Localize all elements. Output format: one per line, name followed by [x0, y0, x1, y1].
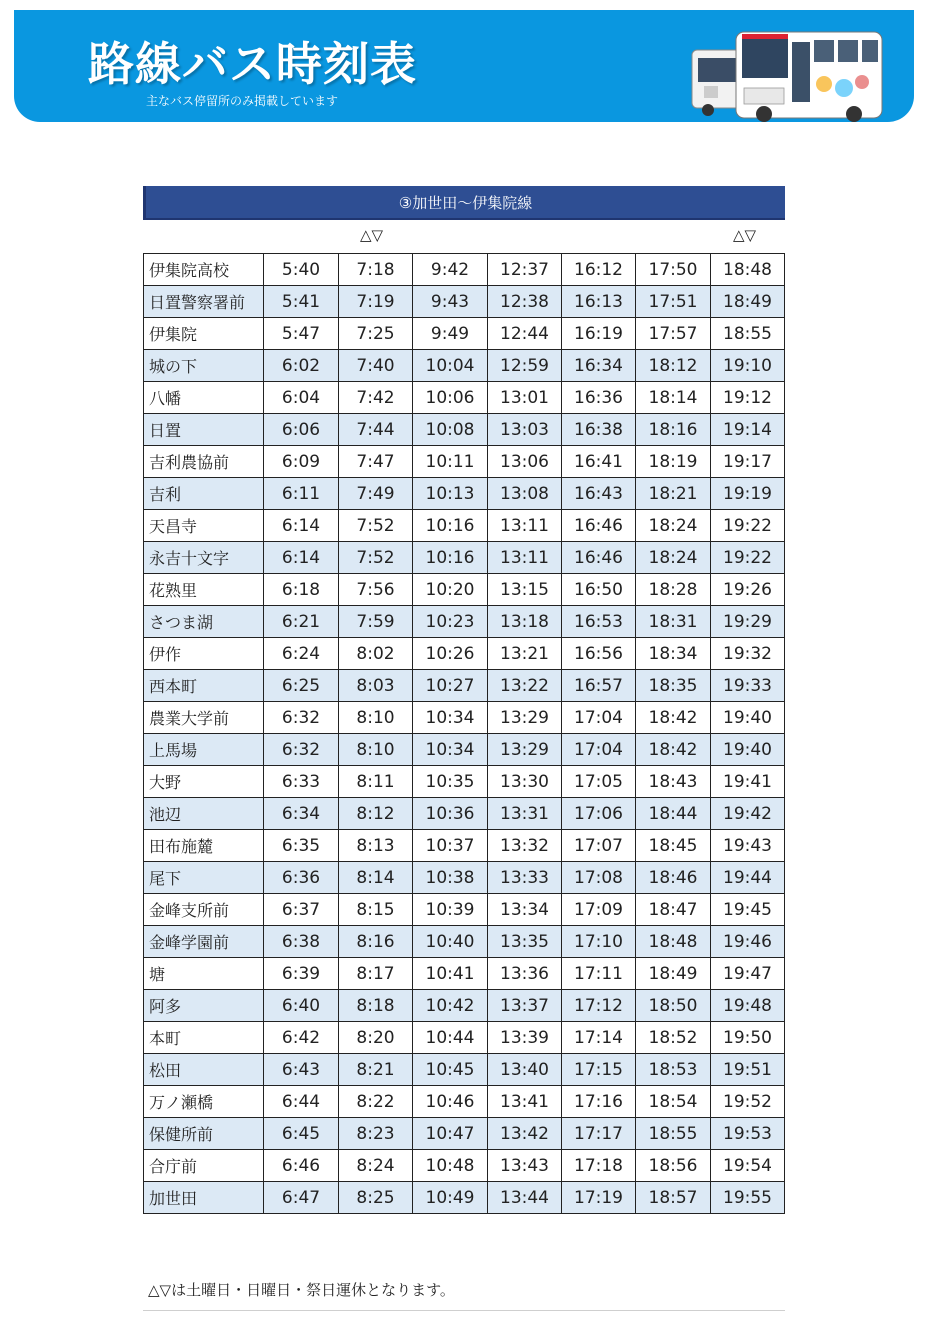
departure-time-cell: 16:12 [562, 254, 636, 286]
departure-time-cell: 17:16 [562, 1086, 636, 1118]
departure-time-cell: 16:56 [562, 638, 636, 670]
table-row [144, 606, 785, 638]
departure-time-cell: 18:44 [636, 798, 711, 830]
departure-time-cell: 18:56 [636, 1150, 711, 1182]
departure-time-cell: 13:11 [488, 510, 562, 542]
table-row [144, 254, 785, 286]
departure-time-cell: 17:57 [636, 318, 711, 350]
departure-time-cell: 10:46 [413, 1086, 488, 1118]
departure-time-cell: 6:38 [264, 926, 339, 958]
departure-time-cell: 13:01 [488, 382, 562, 414]
departure-time-cell: 19:40 [711, 702, 785, 734]
departure-time-cell: 10:49 [413, 1182, 488, 1214]
departure-time-cell: 6:14 [264, 542, 339, 574]
departure-time-cell: 10:04 [413, 350, 488, 382]
departure-time-cell: 6:36 [264, 862, 339, 894]
departure-time-cell: 19:12 [711, 382, 785, 414]
departure-time-cell: 6:45 [264, 1118, 339, 1150]
stop-name-cell: 吉利 [144, 478, 264, 510]
departure-time-cell: 19:51 [711, 1054, 785, 1086]
departure-time-cell: 8:10 [339, 734, 413, 766]
departure-time-cell: 7:18 [339, 254, 413, 286]
departure-time-cell: 10:06 [413, 382, 488, 414]
stop-name-cell: 伊集院 [144, 318, 264, 350]
departure-time-cell: 8:13 [339, 830, 413, 862]
departure-time-cell: 6:24 [264, 638, 339, 670]
departure-time-cell: 7:42 [339, 382, 413, 414]
table-row [144, 1022, 785, 1054]
header-banner [14, 10, 914, 122]
departure-time-cell: 16:34 [562, 350, 636, 382]
departure-time-cell: 17:14 [562, 1022, 636, 1054]
departure-time-cell: 13:43 [488, 1150, 562, 1182]
departure-time-cell: 16:41 [562, 446, 636, 478]
departure-time-cell: 6:39 [264, 958, 339, 990]
departure-time-cell: 8:02 [339, 638, 413, 670]
footnote: △▽は土曜日・日曜日・祭日運休となります。 [148, 1281, 455, 1299]
departure-time-cell: 13:06 [488, 446, 562, 478]
departure-time-cell: 18:16 [636, 414, 711, 446]
departure-time-cell: 13:39 [488, 1022, 562, 1054]
departure-time-cell: 5:41 [264, 286, 339, 318]
departure-time-cell: 10:37 [413, 830, 488, 862]
departure-time-cell: 10:34 [413, 702, 488, 734]
departure-time-cell: 18:50 [636, 990, 711, 1022]
departure-time-cell: 10:40 [413, 926, 488, 958]
departure-time-cell: 8:18 [339, 990, 413, 1022]
stop-name-cell: 万ノ瀬橋 [144, 1086, 264, 1118]
departure-time-cell: 19:17 [711, 446, 785, 478]
departure-time-cell: 7:52 [339, 542, 413, 574]
departure-time-cell: 6:33 [264, 766, 339, 798]
departure-time-cell: 17:11 [562, 958, 636, 990]
departure-time-cell: 19:41 [711, 766, 785, 798]
departure-time-cell: 13:11 [488, 542, 562, 574]
stop-name-cell: 保健所前 [144, 1118, 264, 1150]
stop-name-cell: 塘 [144, 958, 264, 990]
table-row [144, 766, 785, 798]
departure-time-cell: 7:40 [339, 350, 413, 382]
departure-time-cell: 18:48 [636, 926, 711, 958]
departure-time-cell: 17:09 [562, 894, 636, 926]
departure-time-cell: 12:37 [488, 254, 562, 286]
departure-time-cell: 6:06 [264, 414, 339, 446]
departure-time-cell: 17:10 [562, 926, 636, 958]
departure-time-cell: 5:47 [264, 318, 339, 350]
departure-time-cell: 17:15 [562, 1054, 636, 1086]
departure-time-cell: 17:17 [562, 1118, 636, 1150]
table-row [144, 478, 785, 510]
departure-time-cell: 19:48 [711, 990, 785, 1022]
departure-time-cell: 6:25 [264, 670, 339, 702]
table-row [144, 574, 785, 606]
departure-time-cell: 13:33 [488, 862, 562, 894]
departure-time-cell: 10:44 [413, 1022, 488, 1054]
departure-time-cell: 10:38 [413, 862, 488, 894]
table-row [144, 1182, 785, 1214]
departure-time-cell: 10:13 [413, 478, 488, 510]
stop-name-cell: 大野 [144, 766, 264, 798]
departure-time-cell: 8:11 [339, 766, 413, 798]
table-row [144, 638, 785, 670]
departure-time-cell: 10:16 [413, 542, 488, 574]
table-row [144, 926, 785, 958]
departure-time-cell: 13:41 [488, 1086, 562, 1118]
departure-time-cell: 18:34 [636, 638, 711, 670]
suspension-marker: △▽ [733, 226, 757, 244]
departure-time-cell: 8:24 [339, 1150, 413, 1182]
stop-name-cell: 池辺 [144, 798, 264, 830]
departure-time-cell: 19:46 [711, 926, 785, 958]
table-row [144, 1054, 785, 1086]
departure-time-cell: 18:21 [636, 478, 711, 510]
departure-time-cell: 6:44 [264, 1086, 339, 1118]
bus-image [684, 22, 884, 122]
departure-time-cell: 18:43 [636, 766, 711, 798]
stop-name-cell: 松田 [144, 1054, 264, 1086]
departure-time-cell: 19:45 [711, 894, 785, 926]
departure-time-cell: 19:52 [711, 1086, 785, 1118]
departure-time-cell: 6:18 [264, 574, 339, 606]
stop-name-cell: 伊作 [144, 638, 264, 670]
departure-time-cell: 6:42 [264, 1022, 339, 1054]
departure-time-cell: 18:42 [636, 702, 711, 734]
table-row [144, 670, 785, 702]
departure-time-cell: 6:46 [264, 1150, 339, 1182]
departure-time-cell: 10:20 [413, 574, 488, 606]
departure-time-cell: 13:30 [488, 766, 562, 798]
departure-time-cell: 17:04 [562, 734, 636, 766]
departure-time-cell: 13:03 [488, 414, 562, 446]
departure-time-cell: 18:31 [636, 606, 711, 638]
departure-time-cell: 18:14 [636, 382, 711, 414]
departure-time-cell: 6:21 [264, 606, 339, 638]
departure-time-cell: 8:20 [339, 1022, 413, 1054]
stop-name-cell: 尾下 [144, 862, 264, 894]
departure-time-cell: 7:47 [339, 446, 413, 478]
departure-time-cell: 16:50 [562, 574, 636, 606]
timetable [143, 253, 785, 1214]
departure-time-cell: 16:46 [562, 510, 636, 542]
table-row [144, 734, 785, 766]
departure-time-cell: 16:13 [562, 286, 636, 318]
departure-time-cell: 18:12 [636, 350, 711, 382]
departure-time-cell: 10:11 [413, 446, 488, 478]
departure-time-cell: 19:40 [711, 734, 785, 766]
departure-time-cell: 18:28 [636, 574, 711, 606]
departure-time-cell: 9:49 [413, 318, 488, 350]
departure-time-cell: 19:47 [711, 958, 785, 990]
stop-name-cell: 加世田 [144, 1182, 264, 1214]
departure-time-cell: 6:02 [264, 350, 339, 382]
departure-time-cell: 10:39 [413, 894, 488, 926]
departure-time-cell: 17:07 [562, 830, 636, 862]
route-title-bar: ③加世田～伊集院線 [143, 186, 785, 220]
departure-time-cell: 10:16 [413, 510, 488, 542]
stop-name-cell: 阿多 [144, 990, 264, 1022]
departure-time-cell: 13:35 [488, 926, 562, 958]
suspension-marker: △▽ [360, 226, 384, 244]
departure-time-cell: 10:08 [413, 414, 488, 446]
departure-time-cell: 8:23 [339, 1118, 413, 1150]
stop-name-cell: 城の下 [144, 350, 264, 382]
stop-name-cell: 日置警察署前 [144, 286, 264, 318]
departure-time-cell: 6:47 [264, 1182, 339, 1214]
departure-time-cell: 18:45 [636, 830, 711, 862]
table-row [144, 958, 785, 990]
departure-time-cell: 17:04 [562, 702, 636, 734]
stop-name-cell: 永吉十文字 [144, 542, 264, 574]
departure-time-cell: 8:10 [339, 702, 413, 734]
stop-name-cell: 上馬場 [144, 734, 264, 766]
departure-time-cell: 13:32 [488, 830, 562, 862]
departure-time-cell: 13:31 [488, 798, 562, 830]
departure-time-cell: 17:51 [636, 286, 711, 318]
departure-time-cell: 10:36 [413, 798, 488, 830]
departure-time-cell: 10:34 [413, 734, 488, 766]
table-row [144, 414, 785, 446]
departure-time-cell: 6:37 [264, 894, 339, 926]
departure-time-cell: 12:44 [488, 318, 562, 350]
departure-time-cell: 18:24 [636, 510, 711, 542]
table-row [144, 862, 785, 894]
departure-time-cell: 16:19 [562, 318, 636, 350]
departure-time-cell: 10:48 [413, 1150, 488, 1182]
departure-time-cell: 19:10 [711, 350, 785, 382]
departure-time-cell: 16:43 [562, 478, 636, 510]
departure-time-cell: 7:49 [339, 478, 413, 510]
stop-name-cell: 日置 [144, 414, 264, 446]
departure-time-cell: 13:22 [488, 670, 562, 702]
stop-name-cell: 伊集院高校 [144, 254, 264, 286]
table-row [144, 350, 785, 382]
departure-time-cell: 6:32 [264, 702, 339, 734]
departure-time-cell: 18:54 [636, 1086, 711, 1118]
departure-time-cell: 13:29 [488, 734, 562, 766]
departure-time-cell: 12:59 [488, 350, 562, 382]
departure-time-cell: 7:59 [339, 606, 413, 638]
departure-time-cell: 17:06 [562, 798, 636, 830]
departure-time-cell: 13:36 [488, 958, 562, 990]
departure-time-cell: 10:42 [413, 990, 488, 1022]
departure-time-cell: 18:49 [636, 958, 711, 990]
stop-name-cell: 本町 [144, 1022, 264, 1054]
departure-time-cell: 7:56 [339, 574, 413, 606]
departure-time-cell: 10:47 [413, 1118, 488, 1150]
table-row [144, 1150, 785, 1182]
departure-time-cell: 6:04 [264, 382, 339, 414]
table-row [144, 286, 785, 318]
departure-time-cell: 18:53 [636, 1054, 711, 1086]
departure-time-cell: 17:05 [562, 766, 636, 798]
table-row [144, 318, 785, 350]
departure-time-cell: 10:45 [413, 1054, 488, 1086]
departure-time-cell: 8:12 [339, 798, 413, 830]
departure-time-cell: 17:19 [562, 1182, 636, 1214]
departure-time-cell: 17:50 [636, 254, 711, 286]
stop-name-cell: 田布施麓 [144, 830, 264, 862]
departure-time-cell: 19:19 [711, 478, 785, 510]
departure-time-cell: 17:08 [562, 862, 636, 894]
departure-time-cell: 19:33 [711, 670, 785, 702]
departure-time-cell: 18:42 [636, 734, 711, 766]
departure-time-cell: 18:19 [636, 446, 711, 478]
departure-time-cell: 18:52 [636, 1022, 711, 1054]
table-row [144, 830, 785, 862]
departure-time-cell: 19:42 [711, 798, 785, 830]
departure-time-cell: 19:26 [711, 574, 785, 606]
departure-time-cell: 13:42 [488, 1118, 562, 1150]
table-row [144, 990, 785, 1022]
departure-time-cell: 6:14 [264, 510, 339, 542]
departure-time-cell: 8:22 [339, 1086, 413, 1118]
departure-time-cell: 19:43 [711, 830, 785, 862]
departure-time-cell: 8:14 [339, 862, 413, 894]
departure-time-cell: 19:54 [711, 1150, 785, 1182]
table-row [144, 382, 785, 414]
departure-time-cell: 19:29 [711, 606, 785, 638]
page-subtitle: 主なバス停留所のみ掲載しています [146, 94, 339, 108]
departure-time-cell: 19:22 [711, 542, 785, 574]
departure-time-cell: 19:44 [711, 862, 785, 894]
page-title: 路線バス時刻表 [88, 37, 417, 91]
stop-name-cell: 合庁前 [144, 1150, 264, 1182]
stop-name-cell: 吉利農協前 [144, 446, 264, 478]
departure-time-cell: 9:42 [413, 254, 488, 286]
departure-time-cell: 13:40 [488, 1054, 562, 1086]
stop-name-cell: 西本町 [144, 670, 264, 702]
departure-time-cell: 19:32 [711, 638, 785, 670]
departure-time-cell: 13:44 [488, 1182, 562, 1214]
table-row [144, 702, 785, 734]
departure-time-cell: 17:18 [562, 1150, 636, 1182]
departure-time-cell: 18:55 [636, 1118, 711, 1150]
departure-time-cell: 19:50 [711, 1022, 785, 1054]
departure-time-cell: 13:15 [488, 574, 562, 606]
table-row [144, 894, 785, 926]
departure-time-cell: 13:08 [488, 478, 562, 510]
departure-time-cell: 10:23 [413, 606, 488, 638]
departure-time-cell: 6:32 [264, 734, 339, 766]
departure-time-cell: 17:12 [562, 990, 636, 1022]
departure-time-cell: 6:11 [264, 478, 339, 510]
departure-time-cell: 18:57 [636, 1182, 711, 1214]
departure-time-cell: 18:24 [636, 542, 711, 574]
departure-time-cell: 8:25 [339, 1182, 413, 1214]
departure-time-cell: 16:38 [562, 414, 636, 446]
departure-time-cell: 8:16 [339, 926, 413, 958]
departure-time-cell: 19:53 [711, 1118, 785, 1150]
stop-name-cell: さつま湖 [144, 606, 264, 638]
departure-time-cell: 7:52 [339, 510, 413, 542]
departure-time-cell: 16:46 [562, 542, 636, 574]
departure-time-cell: 19:22 [711, 510, 785, 542]
departure-time-cell: 18:49 [711, 286, 785, 318]
departure-time-cell: 8:15 [339, 894, 413, 926]
departure-time-cell: 16:57 [562, 670, 636, 702]
departure-time-cell: 7:19 [339, 286, 413, 318]
table-row [144, 510, 785, 542]
departure-time-cell: 18:46 [636, 862, 711, 894]
departure-time-cell: 10:26 [413, 638, 488, 670]
stop-name-cell: 農業大学前 [144, 702, 264, 734]
departure-time-cell: 19:14 [711, 414, 785, 446]
departure-time-cell: 7:25 [339, 318, 413, 350]
departure-time-cell: 6:40 [264, 990, 339, 1022]
departure-time-cell: 10:27 [413, 670, 488, 702]
divider [143, 1310, 785, 1311]
departure-time-cell: 16:53 [562, 606, 636, 638]
departure-time-cell: 16:36 [562, 382, 636, 414]
departure-time-cell: 6:34 [264, 798, 339, 830]
departure-time-cell: 18:35 [636, 670, 711, 702]
departure-time-cell: 18:47 [636, 894, 711, 926]
departure-time-cell: 5:40 [264, 254, 339, 286]
departure-time-cell: 6:09 [264, 446, 339, 478]
table-row [144, 798, 785, 830]
table-row [144, 446, 785, 478]
departure-time-cell: 13:21 [488, 638, 562, 670]
table-row [144, 1118, 785, 1150]
stop-name-cell: 花熟里 [144, 574, 264, 606]
departure-time-cell: 8:03 [339, 670, 413, 702]
departure-time-cell: 12:38 [488, 286, 562, 318]
departure-time-cell: 18:55 [711, 318, 785, 350]
departure-time-cell: 8:17 [339, 958, 413, 990]
table-row [144, 1086, 785, 1118]
departure-time-cell: 8:21 [339, 1054, 413, 1086]
departure-time-cell: 13:29 [488, 702, 562, 734]
departure-time-cell: 9:43 [413, 286, 488, 318]
departure-time-cell: 10:35 [413, 766, 488, 798]
departure-time-cell: 13:37 [488, 990, 562, 1022]
stop-name-cell: 天昌寺 [144, 510, 264, 542]
departure-time-cell: 18:48 [711, 254, 785, 286]
stop-name-cell: 八幡 [144, 382, 264, 414]
departure-time-cell: 10:41 [413, 958, 488, 990]
departure-time-cell: 6:43 [264, 1054, 339, 1086]
departure-time-cell: 13:18 [488, 606, 562, 638]
departure-time-cell: 7:44 [339, 414, 413, 446]
table-row [144, 542, 785, 574]
departure-time-cell: 13:34 [488, 894, 562, 926]
departure-time-cell: 6:35 [264, 830, 339, 862]
stop-name-cell: 金峰学園前 [144, 926, 264, 958]
departure-time-cell: 19:55 [711, 1182, 785, 1214]
stop-name-cell: 金峰支所前 [144, 894, 264, 926]
